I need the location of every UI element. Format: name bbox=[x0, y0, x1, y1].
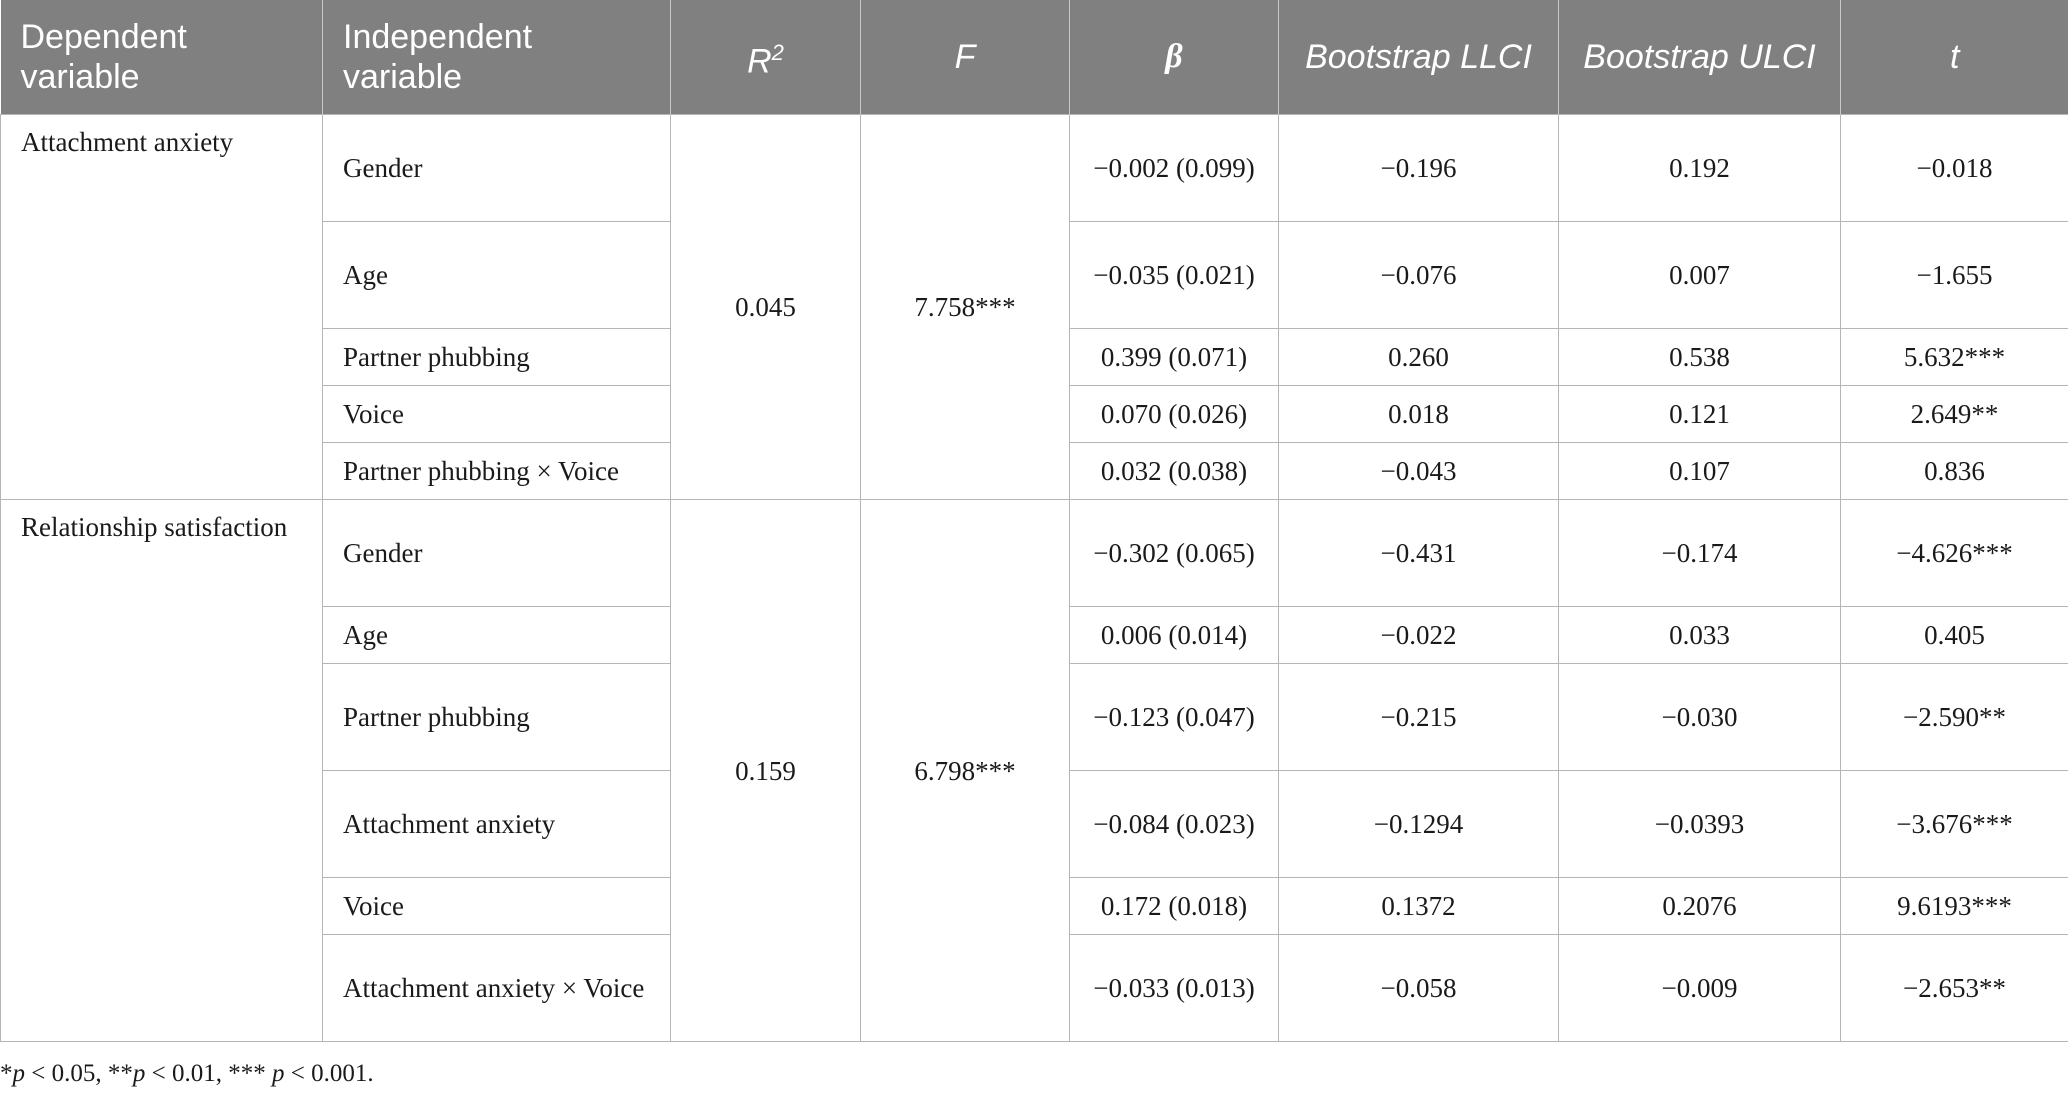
independent-variable-cell: Partner phubbing bbox=[323, 329, 671, 386]
header-bootstrap-ulci: Bootstrap ULCI bbox=[1559, 0, 1841, 115]
t-cell: 0.405 bbox=[1841, 607, 2068, 664]
independent-variable-cell: Gender bbox=[323, 500, 671, 607]
footnote-text2: < 0.01, *** bbox=[145, 1060, 272, 1087]
independent-variable-cell: Attachment anxiety bbox=[323, 771, 671, 878]
header-dependent-variable: Dependent variable bbox=[1, 0, 323, 115]
footnote-p1: p bbox=[12, 1060, 25, 1087]
f-cell: 7.758*** bbox=[861, 115, 1070, 500]
llci-cell: −0.215 bbox=[1279, 664, 1559, 771]
footnote-text3: < 0.001. bbox=[284, 1060, 374, 1087]
ulci-cell: 0.2076 bbox=[1559, 878, 1841, 935]
independent-variable-cell: Partner phubbing × Voice bbox=[323, 443, 671, 500]
t-cell: −4.626*** bbox=[1841, 500, 2068, 607]
llci-cell: 0.260 bbox=[1279, 329, 1559, 386]
footnote-p3: p bbox=[271, 1060, 285, 1087]
beta-cell: −0.035 (0.021) bbox=[1070, 222, 1279, 329]
t-cell: 9.6193*** bbox=[1841, 878, 2068, 935]
dependent-variable-cell: Attachment anxiety bbox=[1, 115, 323, 500]
header-r2-sup: 2 bbox=[771, 39, 784, 65]
table-row bbox=[1, 500, 2068, 607]
ulci-cell: −0.0393 bbox=[1559, 771, 1841, 878]
llci-cell: 0.018 bbox=[1279, 386, 1559, 443]
ulci-cell: 0.121 bbox=[1559, 386, 1841, 443]
t-cell: −2.653** bbox=[1841, 935, 2068, 1042]
beta-cell: 0.032 (0.038) bbox=[1070, 443, 1279, 500]
independent-variable-cell: Age bbox=[323, 607, 671, 664]
f-cell: 6.798*** bbox=[861, 500, 1070, 1042]
beta-cell: −0.002 (0.099) bbox=[1070, 115, 1279, 222]
independent-variable-cell: Voice bbox=[323, 878, 671, 935]
footnote-star: * bbox=[0, 1060, 13, 1087]
header-row bbox=[1, 0, 2068, 115]
ulci-cell: 0.007 bbox=[1559, 222, 1841, 329]
footnote-p2: p bbox=[132, 1060, 146, 1087]
t-cell: −0.018 bbox=[1841, 115, 2068, 222]
beta-cell: −0.302 (0.065) bbox=[1070, 500, 1279, 607]
t-cell: 0.836 bbox=[1841, 443, 2068, 500]
header-f: F bbox=[861, 0, 1070, 115]
llci-cell: −0.043 bbox=[1279, 443, 1559, 500]
dependent-variable-cell: Relationship satisfaction bbox=[1, 500, 323, 1042]
ulci-cell: 0.538 bbox=[1559, 329, 1841, 386]
table-row bbox=[1, 115, 2068, 222]
llci-cell: 0.1372 bbox=[1279, 878, 1559, 935]
ulci-cell: 0.107 bbox=[1559, 443, 1841, 500]
r2-cell: 0.159 bbox=[671, 500, 861, 1042]
t-cell: 5.632*** bbox=[1841, 329, 2068, 386]
beta-cell: −0.084 (0.023) bbox=[1070, 771, 1279, 878]
independent-variable-cell: Gender bbox=[323, 115, 671, 222]
beta-cell: 0.399 (0.071) bbox=[1070, 329, 1279, 386]
header-beta: β bbox=[1070, 0, 1279, 115]
r2-cell: 0.045 bbox=[671, 115, 861, 500]
independent-variable-cell: Attachment anxiety × Voice bbox=[323, 935, 671, 1042]
beta-cell: −0.033 (0.013) bbox=[1070, 935, 1279, 1042]
table-footnote bbox=[0, 1054, 374, 1094]
llci-cell: −0.022 bbox=[1279, 607, 1559, 664]
llci-cell: −0.058 bbox=[1279, 935, 1559, 1042]
independent-variable-cell: Voice bbox=[323, 386, 671, 443]
independent-variable-cell: Partner phubbing bbox=[323, 664, 671, 771]
ulci-cell: −0.030 bbox=[1559, 664, 1841, 771]
header-t: t bbox=[1841, 0, 2068, 115]
ulci-cell: −0.009 bbox=[1559, 935, 1841, 1042]
header-r2 bbox=[671, 0, 861, 115]
ulci-cell: 0.033 bbox=[1559, 607, 1841, 664]
t-cell: −3.676*** bbox=[1841, 771, 2068, 878]
llci-cell: −0.1294 bbox=[1279, 771, 1559, 878]
beta-cell: 0.172 (0.018) bbox=[1070, 878, 1279, 935]
footnote-text1: < 0.05, ** bbox=[25, 1060, 133, 1087]
header-r2-base: R bbox=[747, 42, 772, 81]
independent-variable-cell: Age bbox=[323, 222, 671, 329]
beta-cell: −0.123 (0.047) bbox=[1070, 664, 1279, 771]
llci-cell: −0.196 bbox=[1279, 115, 1559, 222]
t-cell: −2.590** bbox=[1841, 664, 2068, 771]
llci-cell: −0.076 bbox=[1279, 222, 1559, 329]
beta-cell: 0.070 (0.026) bbox=[1070, 386, 1279, 443]
header-bootstrap-llci: Bootstrap LLCI bbox=[1279, 0, 1559, 115]
t-cell: 2.649** bbox=[1841, 386, 2068, 443]
t-cell: −1.655 bbox=[1841, 222, 2068, 329]
llci-cell: −0.431 bbox=[1279, 500, 1559, 607]
ulci-cell: −0.174 bbox=[1559, 500, 1841, 607]
header-independent-variable: Independent variable bbox=[323, 0, 671, 115]
ulci-cell: 0.192 bbox=[1559, 115, 1841, 222]
beta-cell: 0.006 (0.014) bbox=[1070, 607, 1279, 664]
